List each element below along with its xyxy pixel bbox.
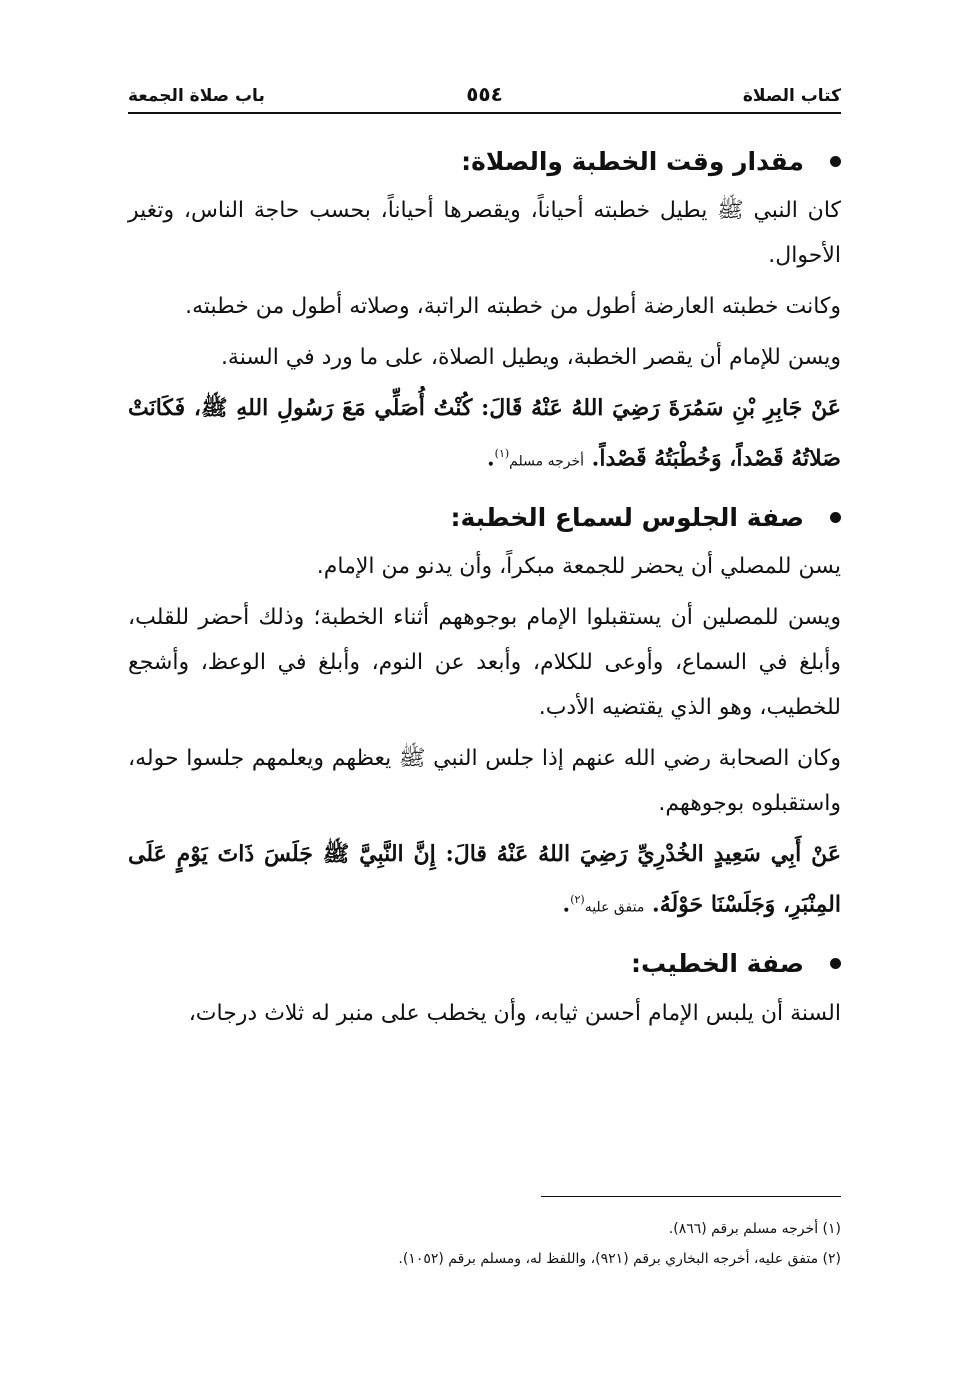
- hadith-quote: عَنْ جَابِرِ بْنِ سَمُرَةَ رَضِيَ اللهُ عَنْهُ قَالَ: كُنْتُ أُصَلِّي مَعَ رَسُولِ اللهِ ﷺ، فَكَانَتْ صَلاتُهُ قَصْداً، وَخُطْبَتُهُ قَصْداً.: [128, 395, 841, 472]
- hadith-quote: عَنْ أَبِي سَعِيدٍ الخُدْرِيِّ رَضِيَ اللهُ عَنْهُ قالَ: إِنَّ النَّبِيَّ ﷺ جَلَسَ ذَاتَ يَوْمٍ عَلَى المِنْبَرِ، وَجَلَسْنَا حَوْلَهُ.: [128, 841, 841, 918]
- paragraph: وكان الصحابة رضي الله عنهم إذا جلس النبي ﷺ يعظهم ويعلمهم جلسوا حوله، واستقبلوه بوجوههم.: [128, 746, 841, 817]
- bullet-icon: [830, 958, 841, 969]
- hadith-source: متفق عليه: [584, 899, 645, 916]
- footnote-marker: (١): [494, 447, 510, 460]
- footnote-marker: (٢): [570, 893, 585, 907]
- paragraph: كان النبي ﷺ يطيل خطبته أحياناً، ويقصرها أحياناً، بحسب حاجة الناس، وتغير الأحوال.: [128, 198, 841, 268]
- page: [128, 78, 841, 1267]
- paragraph: السنة أن يلبس الإمام أحسن ثيابه، وأن يخطب على منبر له ثلاث درجات،: [188, 1000, 841, 1026]
- footnote: (٢) متفق عليه، أخرجه البخاري برقم (٩٢١)، واللفظ له، ومسلم برقم (١٠٥٢).: [398, 1251, 841, 1267]
- paragraph: ويسن للإمام أن يقصر الخطبة، ويطيل الصلاة، على ما ورد في السنة.: [220, 345, 841, 370]
- section-heading-text: صفة الجلوس لسماع الخطبة:: [450, 502, 804, 532]
- bullet-icon: [830, 156, 841, 167]
- section-heading-text: مقدار وقت الخطبة والصلاة:: [461, 146, 804, 176]
- footnote: (١) أخرجه مسلم برقم (٨٦٦).: [668, 1221, 841, 1237]
- paragraph: وكانت خطبته العارضة أطول من خطبته الراتبة، وصلاته أطول من خطبته.: [185, 294, 841, 319]
- section-heading: [128, 490, 845, 544]
- section-heading: [128, 134, 845, 188]
- running-header: [128, 78, 841, 114]
- paragraph: يسن للمصلي أن يحضر للجمعة مبكراً، وأن يدنو من الإمام.: [316, 554, 841, 580]
- footnote-divider: [541, 1196, 841, 1197]
- hadith-source: أخرجه مسلم: [509, 453, 584, 470]
- footnotes: [128, 1214, 841, 1274]
- hadith-text: عَنْ أَبِي سَعِيدٍ الخُدْرِيِّ رَضِيَ اللهُ عَنْهُ قالَ: إِنَّ النَّبِيَّ ﷺ جَلَسَ ذَاتَ يَوْمٍ عَلَى المِنْبَرِ، وَجَلَسْنَا حَوْلَهُ. متفق عليه$^{(٢)}$.: [128, 841, 841, 918]
- paragraph: ويسن للمصلين أن يستقبلوا الإمام بوجوههم أثناء الخطبة؛ وذلك أحضر للقلب، وأبلغ في السماع، وأوعى للكلام، وأبعد عن النوم، وأبلغ في الوعظ، وأشجع للخطيب، وهو الذي يقتضيه الأدب.: [128, 605, 841, 721]
- bullet-icon: [830, 512, 841, 523]
- hadith-text: عَنْ جَابِرِ بْنِ سَمُرَةَ رَضِيَ اللهُ عَنْهُ قَالَ: كُنْتُ أُصَلِّي مَعَ رَسُولِ اللهِ ﷺ، فَكَانَتْ صَلاتُهُ قَصْداً، وَخُطْبَتُهُ قَصْداً. أخرجه مسلم$^{(١)}$.: [128, 395, 841, 472]
- chapter-title: باب صلاة الجمعة: [128, 86, 265, 106]
- section-heading: [128, 937, 845, 991]
- section-heading-text: صفة الخطيب:: [630, 949, 804, 979]
- main-content: [128, 134, 841, 1036]
- book-title: كتاب الصلاة: [742, 86, 841, 106]
- page-number: ٥٥٤: [466, 82, 503, 106]
